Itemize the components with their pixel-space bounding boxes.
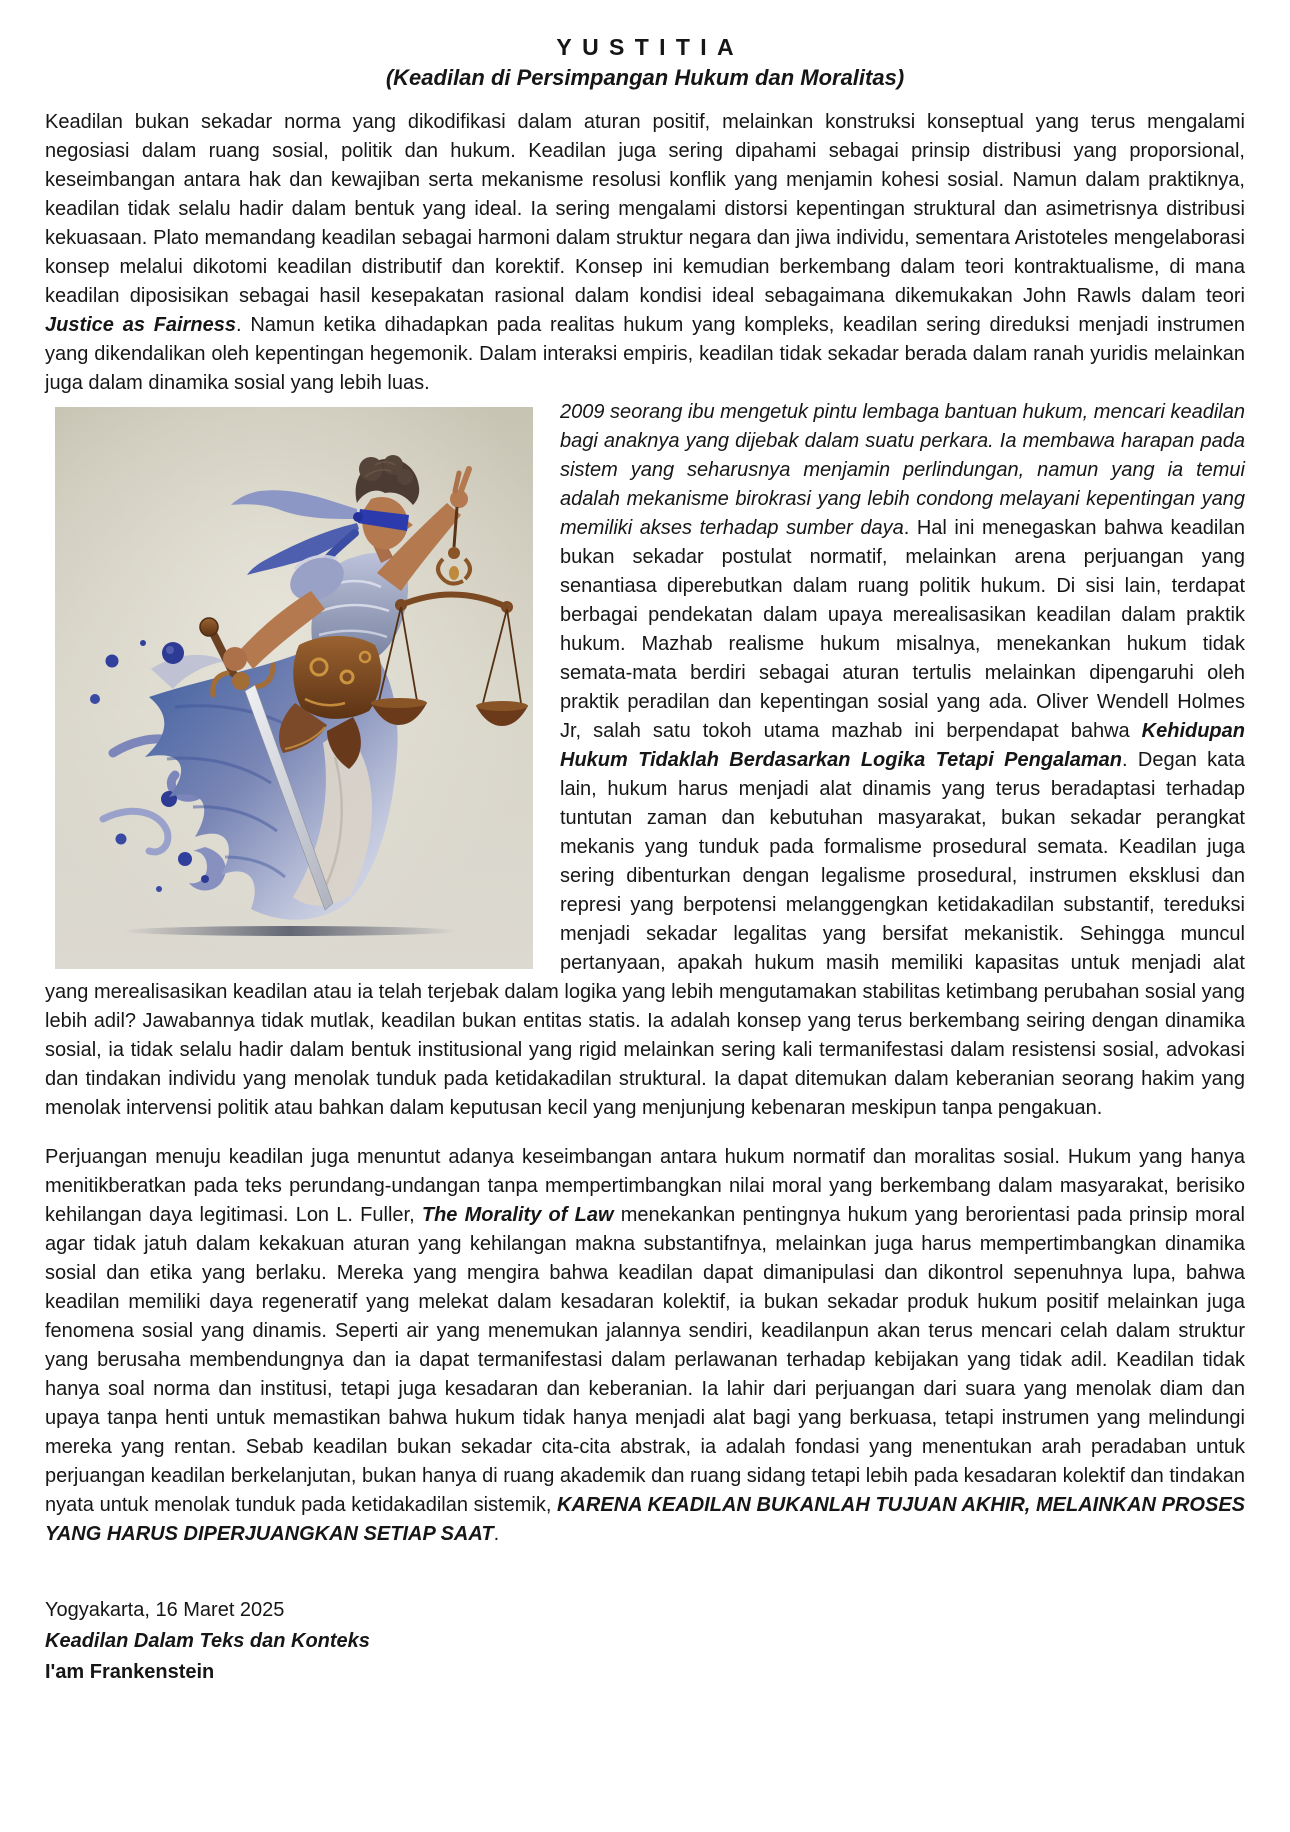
paragraph-intro: Keadilan bukan sekadar norma yang dikodifikasi dalam aturan positif, melainkan konstruksi konseptual yang terus mengalami negosiasi dalam ruang sosial, politik dan hukum. Keadilan juga sering dipahami sebagai prinsip distribusi yang proporsional, keseimbangan antara hak dan kewajiban serta mekanisme resolusi konflik yang menjamin kohesi sosial. Namun dalam praktiknya, keadilan tidak selalu hadir dalam bentuk yang ideal. Ia sering mengalami distorsi kepentingan struktural dan asimetrisnya distribusi kekuasaan. Plato memandang keadilan sebagai harmoni dalam struktur negara dan jiwa individu, sementara Aristoteles mengelaborasi konsep melalui dikotomi keadilan distributif dan korektif. Konsep ini kemudian berkembang dalam teori kontraktualisme, di mana keadilan diposisikan sebagai hasil kesepakatan rasional dalam kondisi ideal sebagaimana dikemukakan John Rawls dalam teori Justice as Fairness. Namun ketika dihadapkan pada realitas hukum yang kompleks, keadilan sering direduksi menjadi instrumen yang dikendalikan oleh kepentingan hegemonik. Dalam interaksi empiris, keadilan tidak sekadar berada dalam ranah yuridis melainkan juga dalam dinamika sosial yang lebih luas.	[45, 111, 1245, 395]
corset-belt	[293, 636, 381, 719]
lady-justice-illustration	[55, 407, 533, 969]
paragraph-body-text: 2009 seorang ibu mengetuk pintu lembaga bantuan hukum, mencari keadilan bagi anaknya yang dijebak dalam suatu perkara. Ia membawa harapan pada sistem yang seharusnya menjamin perlindungan, namun yang ia temui adalah mekanisme birokrasi yang lebih condong melayani kepentingan yang memiliki akses terhadap sumber daya. Hal ini menegaskan bahwa keadilan bukan sekadar postulat normatif, melainkan arena perjuangan yang senantiasa diperebutkan dalam ruang politik hukum. Di sisi lain, terdapat berbagai pendekatan dalam upaya merealisasikan keadilan dalam praktik hukum. Mazhab realisme hukum misalnya, menekankan hukum tidak semata-mata berdiri sebagai aturan tertulis melainkan dipengaruhi oleh praktik peradilan dan kepentingan sosial yang ada. Oliver Wendell Holmes Jr, salah satu tokoh utama mazhab ini berpendapat bahwa Kehidupan Hukum Tidaklah Berdasarkan Logika Tetapi Pengalaman. Degan kata lain, hukum harus menjadi alat dinamis yang terus beradaptasi terhadap tuntutan zaman dan kebutuhan masyarakat, bukan sekadar perangkat mekanis yang tunduk pada formalisme prosedural semata. Keadilan juga sering dibenturkan dengan legalisme prosedural, instrumen eksklusi dan represi yang berpotensi melanggengkan ketidakadilan substantif, tereduksi menjadi sekadar legalitas yang bersifat mekanistik. Sehingga muncul pertanyaan, apakah hukum masih memiliki kapasitas untuk menjadi alat yang merealisasikan keadilan atau ia telah terjebak dalam logika yang lebih mengutamakan stabilitas ketimbang perubahan sosial yang lebih adil? Jawabannya tidak mutlak, keadilan bukan entitas statis. Ia adalah konsep yang terus berkembang seiring dengan dinamika sosial, ia tidak selalu hadir dalam bentuk institusional yang rigid melainkan sering kali termanifestasi dalam resistensi sosial, advokasi dan tindakan individu yang menolak tunduk pada ketidakadilan struktural. Ia dapat ditemukan dalam keberanian seorang hakim yang menolak intervensi politik atau bahkan dalam keputusan kecil yang menjunjung kebenaran meskipun tanpa pengakuan.	[45, 401, 1246, 1120]
page-subtitle: (Keadilan di Persimpangan Hukum dan Moralitas)	[385, 64, 905, 90]
document-footer	[45, 1595, 1245, 1688]
author-name: I'am Frankenstein	[45, 1661, 215, 1684]
ground-shadow	[122, 926, 458, 936]
document-header	[45, 34, 1245, 91]
place-date: Yogyakarta, 16 Maret 2025	[45, 1599, 285, 1622]
lady-justice-artwork	[55, 407, 533, 969]
work-title: Keadilan Dalam Teks dan Konteks	[45, 1630, 370, 1653]
paragraph-closing: Perjuangan menuju keadilan juga menuntut adanya keseimbangan antara hukum normatif dan moralitas sosial. Hukum yang hanya menitikberatkan pada teks perundang-undangan tanpa mempertimbangkan nilai moral yang berkembang dalam masyarakat, berisiko kehilangan daya legitimasi. Lon L. Fuller, The Morality of Law menekankan pentingnya hukum yang berorientasi pada prinsip moral agar tidak jatuh dalam kekakuan aturan yang kehilangan makna substantifnya, melainkan juga harus mempertimbangkan dinamika sosial dan etika yang berlaku. Mereka yang mengira bahwa keadilan dapat dimanipulasi dan dikontrol sepenuhnya lupa, bahwa keadilan memiliki daya regeneratif yang melekat dalam kesadaran kolektif, ia bukan sekadar produk hukum positif melainkan juga fenomena sosial yang dinamis. Seperti air yang menemukan jalannya sendiri, keadilanpun akan terus mencari celah dalam struktur yang berusaha membendungnya dan ia dapat termanifestasi dalam perlawanan terhadap kebijakan yang tidak adil. Keadilan tidak hanya soal norma dan institusi, tetapi juga kesadaran dan keberanian. Ia lahir dari perjuangan dari suara yang menolak diam dan upaya tanpa henti untuk memastikan bahwa hukum tidak hanya menjadi alat bagi yang berkuasa, tetapi instrumen yang melindungi mereka yang rentan. Sebab keadilan bukan sekadar cita-cita abstrak, ia adalah fondasi yang menentukan arah peradaban untuk perjuangan keadilan berkelanjutan, bukan hanya di ruang akademik dan ruang sidang tetapi lebih pada kesadaran kolektif dan tindakan nyata untuk menolak tunduk pada ketidakadilan sistemik, KARENA KEADILAN BUKANLAH TUJUAN AKHIR, MELAINKAN PROSES YANG HARUS DIPERJUANGKAN SETIAP SAAT.	[45, 1146, 1246, 1546]
page-title: YUSTITIA	[556, 34, 744, 60]
paragraph-body-with-figure	[45, 398, 1245, 1123]
